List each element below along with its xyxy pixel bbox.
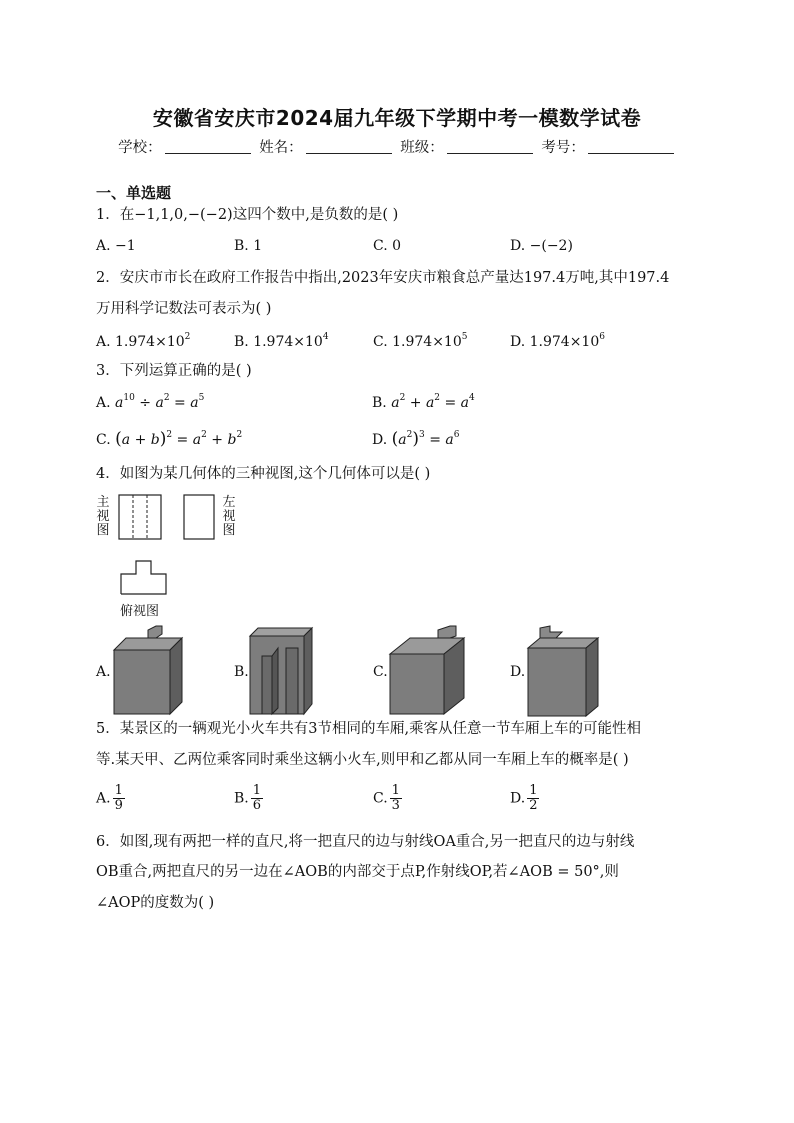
- question-1-stem: 1．在−1,1,0,−(−2)这四个数中,是负数的是( ): [96, 207, 399, 223]
- name-label: 姓名：: [259, 140, 303, 156]
- q3-option-a[interactable]: A. $a^{10} \div a^2 = a^5$: [96, 393, 205, 411]
- q4-option-c-figure[interactable]: [388, 624, 468, 716]
- left-view-label: 左视图: [222, 495, 236, 538]
- q3-option-d[interactable]: D. $(a^2)^3 = a^6$: [372, 429, 460, 449]
- front-view-label: 主视图: [96, 495, 110, 538]
- q2-option-d[interactable]: D. $1.974\times 10^6$: [510, 332, 605, 350]
- q5-option-d[interactable]: D. $\frac{1}{2}$: [510, 783, 538, 813]
- section-heading: 一、单选题: [96, 184, 172, 202]
- q4-option-c-label[interactable]: C.: [373, 664, 388, 680]
- question-6-line1: 6．如图,现有两把一样的直尺,将一把直尺的边与射线OA重合,另一把直尺的边与射线: [96, 834, 635, 850]
- q4-option-d-label[interactable]: D.: [510, 664, 526, 680]
- class-blank[interactable]: [447, 139, 533, 154]
- front-view-figure: [118, 494, 162, 540]
- question-5-line2: 等.某天甲、乙两位乘客同时乘坐这辆小火车,则甲和乙都从同一车厢上车的概率是( ): [96, 752, 629, 768]
- q3-option-c[interactable]: C. $(a + b)^2 = a^2 + b^2$: [96, 429, 243, 449]
- question-2-line2: 万用科学记数法可表示为( ): [96, 301, 272, 317]
- q5-option-a[interactable]: A. $\frac{1}{9}$: [96, 783, 123, 813]
- q1-option-c[interactable]: C. 0: [373, 238, 402, 254]
- q2-option-a[interactable]: A. $1.974\times 10^2$: [96, 332, 191, 350]
- q2-option-c[interactable]: C. $1.974\times 10^5$: [373, 332, 468, 350]
- q4-option-b-figure[interactable]: [248, 626, 320, 718]
- question-6-line2: OB重合,两把直尺的另一边在∠AOB的内部交于点P,作射线OP,若∠AOB = 50°,则: [96, 864, 619, 880]
- class-label: 班级：: [400, 140, 444, 156]
- question-3-stem: 3．下列运算正确的是( ): [96, 363, 252, 379]
- q1-option-b[interactable]: B. 1: [234, 238, 263, 254]
- q1-option-a[interactable]: A. −1: [96, 238, 136, 254]
- left-view-figure: [183, 494, 215, 540]
- student-info-row: [0, 136, 794, 157]
- number-blank[interactable]: [588, 139, 674, 154]
- top-view-figure: [120, 560, 168, 596]
- q4-option-a-figure[interactable]: [112, 624, 186, 716]
- q1-option-d[interactable]: D. −(−2): [510, 238, 573, 254]
- question-2-line1: 2．安庆市市长在政府工作报告中指出,2023年安庆市粮食总产量达197.4万吨,其中197.4: [96, 270, 670, 286]
- question-4-stem: 4．如图为某几何体的三种视图,这个几何体可以是( ): [96, 466, 431, 482]
- q4-option-b-label[interactable]: B.: [234, 664, 249, 680]
- school-blank[interactable]: [165, 139, 251, 154]
- q5-option-c[interactable]: C. $\frac{1}{3}$: [373, 783, 400, 813]
- q3-option-b[interactable]: B. $a^2 + a^2 = a^4$: [372, 393, 475, 411]
- top-view-label: 俯视图: [120, 604, 160, 619]
- question-5-line1: 5．某景区的一辆观光小火车共有3节相同的车厢,乘客从任意一节车厢上车的可能性相: [96, 721, 642, 737]
- page-title: 安徽省安庆市2024届九年级下学期中考一模数学试卷: [152, 106, 642, 130]
- number-label: 考号：: [541, 140, 585, 156]
- q2-option-b[interactable]: B. $1.974\times 10^4$: [234, 332, 329, 350]
- question-6-line3: ∠AOP的度数为( ): [96, 895, 215, 911]
- school-label: 学校：: [118, 140, 162, 156]
- q4-option-d-figure[interactable]: [526, 624, 602, 718]
- q5-option-b[interactable]: B. $\frac{1}{6}$: [234, 783, 262, 813]
- q4-option-a-label[interactable]: A.: [96, 664, 111, 680]
- name-blank[interactable]: [306, 139, 392, 154]
